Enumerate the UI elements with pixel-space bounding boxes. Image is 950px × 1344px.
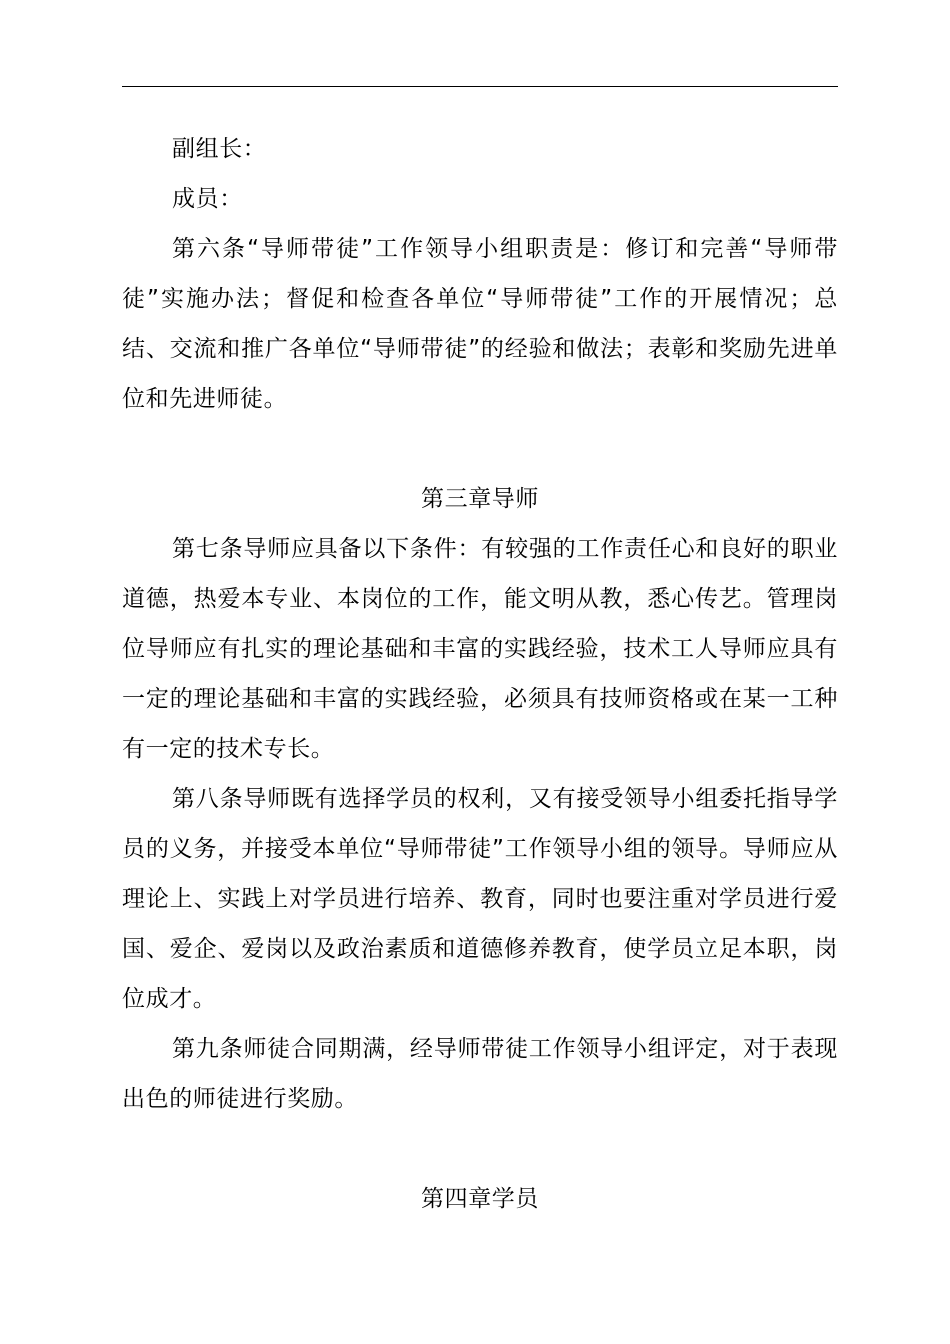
header-rule [122, 86, 838, 87]
chapter-4-heading: 第四章学员 [421, 1186, 539, 1212]
article-6-paragraph: 第六条“导师带徒”工作领导小组职责是：修订和完善“导师带徒”实施办法；督促和检查各单位“导师带徒”工作的开展情况；总结、交流和推广各单位“导师带徒”的经验和做法；表彰和奖励先进单位和先进师徒。 [122, 236, 838, 412]
article-7-paragraph: 第七条导师应具备以下条件：有较强的工作责任心和良好的职业道德，热爱本专业、本岗位的工作，能文明从教，悉心传艺。管理岗位导师应有扎实的理论基础和丰富的实践经验，技术工人导师应具有一定的理论基础和丰富的实践经验，必须具有技师资格或在某一工种有一定的技术专长。 [122, 536, 838, 762]
members-line: 成员： [172, 186, 243, 212]
article-9-paragraph: 第九条师徒合同期满，经导师带徒工作领导小组评定，对于表现出色的师徒进行奖励。 [122, 1036, 838, 1112]
article-8-paragraph: 第八条导师既有选择学员的权利，又有接受领导小组委托指导学员的义务，并接受本单位“导师带徒”工作领导小组的领导。导师应从理论上、实践上对学员进行培养、教育，同时也要注重对学员进行爱国、爱企、爱岗以及政治素质和道德修养教育，使学员立足本职，岗位成才。 [122, 786, 838, 1012]
document-body [122, 124, 838, 1224]
vice-leader-line: 副组长： [172, 136, 267, 162]
chapter-3-heading: 第三章导师 [421, 486, 539, 512]
